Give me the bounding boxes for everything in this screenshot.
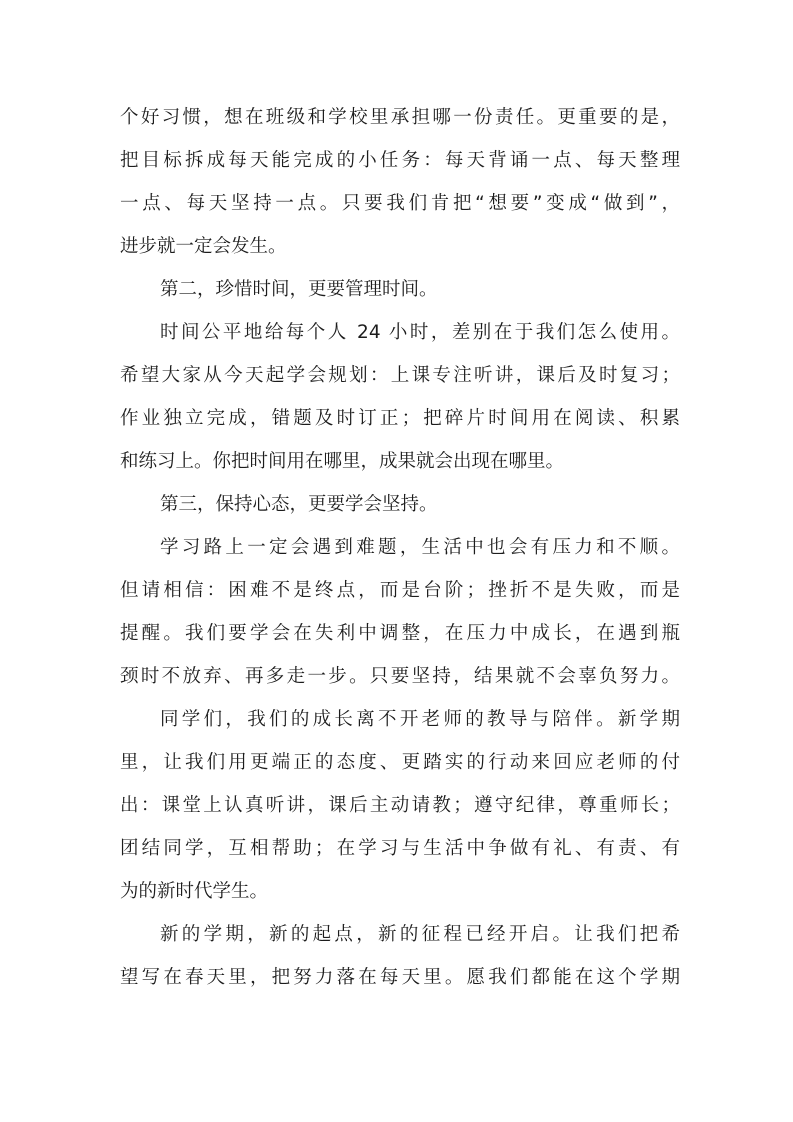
text-line: 望写在春天里，把努力落在每天里。愿我们都能在这个学期 xyxy=(120,967,680,988)
section-heading: 第二，珍惜时间，更要管理时间。 xyxy=(160,279,438,300)
text-line: 同学们，我们的成长离不开老师的教导与陪伴。新学期 xyxy=(160,709,680,730)
text-line: 把目标拆成每天能完成的小任务：每天背诵一点、每天整理 xyxy=(120,150,680,171)
text-line: 颈时不放弃、再多走一步。只要坚持，结果就不会辜负努力。 xyxy=(120,666,680,687)
text-line: 新的学期，新的起点，新的征程已经开启。让我们把希 xyxy=(160,924,680,945)
text-line: 但请相信：困难不是终点，而是台阶；挫折不是失败，而是 xyxy=(120,580,680,601)
text-line: 一点、每天坚持一点。只要我们肯把“想要”变成“做到”， xyxy=(120,193,680,214)
text-line: 团结同学，互相帮助；在学习与生活中争做有礼、有责、有 xyxy=(120,838,680,859)
text-line: 作业独立完成，错题及时订正；把碎片时间用在阅读、积累 xyxy=(120,408,680,429)
text-line: 提醒。我们要学会在失利中调整，在压力中成长，在遇到瓶 xyxy=(120,623,680,644)
text-line: 里，让我们用更端正的态度、更踏实的行动来回应老师的付 xyxy=(120,752,680,773)
text-line: 进步就一定会发生。 xyxy=(120,236,287,257)
text-line: 为的新时代学生。 xyxy=(120,881,269,902)
text-line: 和练习上。你把时间用在哪里，成果就会出现在哪里。 xyxy=(120,451,565,472)
text-line: 出：课堂上认真听讲，课后主动请教；遵守纪律，尊重师长； xyxy=(120,795,680,816)
text-line: 学习路上一定会遇到难题，生活中也会有压力和不顺。 xyxy=(160,537,680,558)
text-line: 个好习惯，想在班级和学校里承担哪一份责任。更重要的是， xyxy=(120,107,680,128)
text-line: 时间公平地给每个人 24 小时，差别在于我们怎么使用。 xyxy=(160,322,680,343)
text-line: 希望大家从今天起学会规划：上课专注听讲，课后及时复习； xyxy=(120,365,680,386)
section-heading: 第三，保持心态，更要学会坚持。 xyxy=(160,494,438,515)
